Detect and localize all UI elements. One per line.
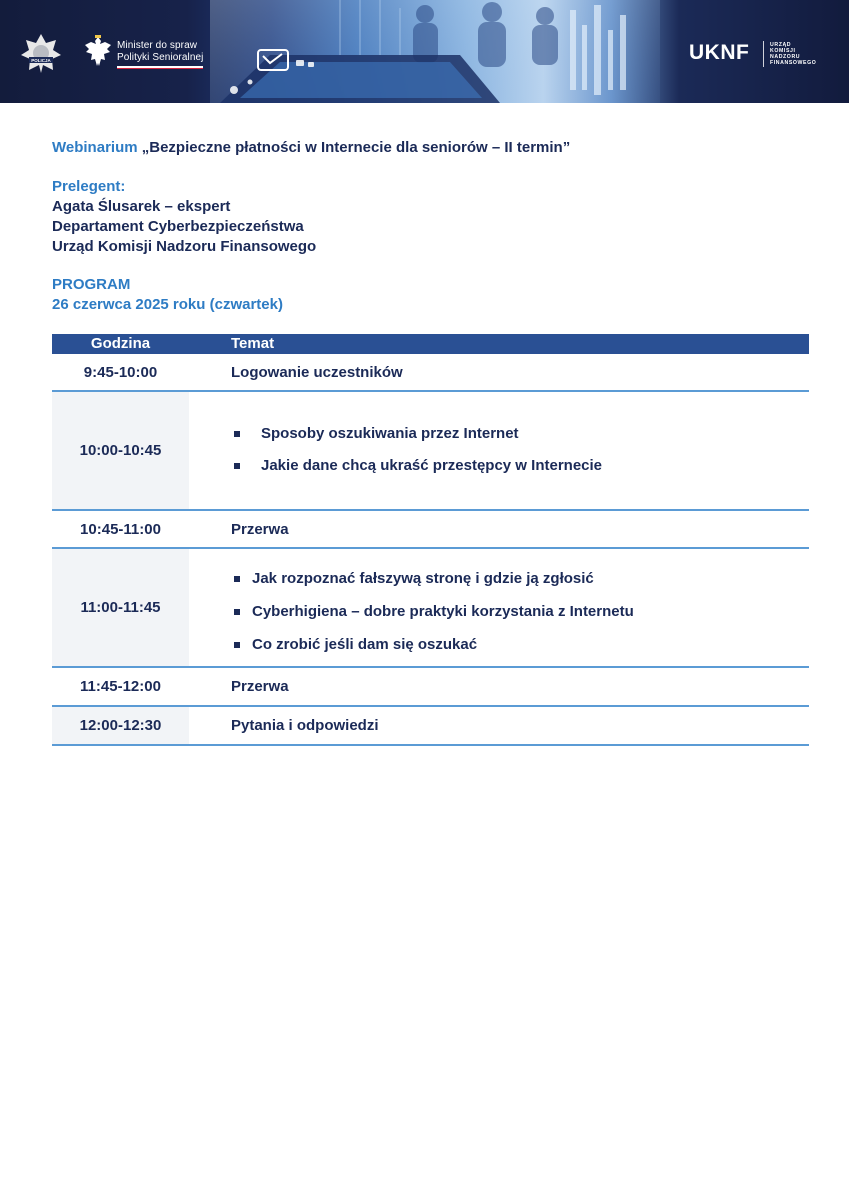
- uknf-sub-line: NADZORU: [770, 54, 801, 60]
- table-row: [52, 549, 809, 668]
- police-logo-text: POLICJA: [31, 58, 51, 63]
- polish-flag-bar: [117, 66, 203, 69]
- eagle-emblem-icon: [83, 35, 113, 69]
- table-row: [52, 354, 809, 392]
- uknf-sub-line: FINANSOWEGO: [770, 60, 817, 66]
- row-topic-list: [231, 549, 809, 666]
- column-header-topic: Temat: [231, 335, 275, 352]
- bullet-icon: [234, 576, 240, 582]
- uknf-sub-line: URZĄD: [770, 42, 792, 48]
- list-item-text: Co zrobić jeśli dam się oszukać: [252, 636, 478, 653]
- list-item-text: Sposoby oszukiwania przez Internet: [261, 425, 519, 442]
- list-item-text: Jakie dane chcą ukraść przestępcy w Internecie: [261, 457, 603, 474]
- table-row: [52, 392, 809, 511]
- list-item-text: Cyberhigiena – dobre praktyki korzystania z Internetu: [252, 603, 634, 620]
- uknf-logo: UKNF: [689, 41, 750, 64]
- table-header: [52, 334, 809, 354]
- list-item-text: Jak rozpoznać fałszywą stronę i gdzie ją zgłosić: [252, 570, 594, 587]
- webinar-title: [52, 139, 570, 156]
- row-topic: Pytania i odpowiedzi: [231, 717, 379, 734]
- bullet-icon: [234, 609, 240, 615]
- row-topic-list: [231, 392, 809, 509]
- row-time: 12:00-12:30: [52, 707, 189, 744]
- row-time: 11:00-11:45: [52, 549, 189, 666]
- uknf-divider: [763, 41, 764, 67]
- speaker-name: Agata Ślusarek – ekspert: [52, 198, 231, 215]
- uknf-sub-line: KOMISJI: [770, 48, 796, 54]
- speaker-institution: Urząd Komisji Nadzoru Finansowego: [52, 238, 317, 255]
- table-row: [52, 707, 809, 746]
- table-row: [52, 511, 809, 549]
- minister-title: [117, 40, 204, 64]
- row-topic: Przerwa: [231, 520, 289, 538]
- row-time: 11:45-12:00: [52, 668, 189, 705]
- bullet-icon: [234, 463, 240, 469]
- police-logo-icon: [20, 33, 62, 73]
- header-banner: [0, 0, 849, 103]
- schedule-table: [52, 334, 809, 746]
- speaker-label: Prelegent:: [52, 178, 126, 195]
- webinar-label: Webinarium: [52, 139, 138, 156]
- row-time: 10:45-11:00: [52, 511, 189, 547]
- minister-line-2: Polityki Senioralnej: [117, 52, 204, 63]
- webinar-name: „Bezpieczne płatności w Internecie dla seniorów – II termin”: [141, 139, 571, 156]
- bullet-icon: [234, 642, 240, 648]
- minister-line-1: Minister do spraw: [117, 40, 198, 51]
- program-date: 26 czerwca 2025 roku (czwartek): [52, 296, 283, 313]
- program-heading: PROGRAM: [52, 276, 131, 293]
- row-topic: Przerwa: [231, 678, 289, 695]
- row-time: 9:45-10:00: [52, 354, 189, 390]
- uknf-full-name: [770, 42, 816, 66]
- row-topic: Logowanie uczestników: [231, 363, 403, 381]
- bullet-icon: [234, 431, 240, 437]
- row-time: 10:00-10:45: [52, 392, 189, 509]
- speaker-department: Departament Cyberbezpieczeństwa: [52, 218, 304, 235]
- table-row: [52, 668, 809, 707]
- column-header-time: Godzina: [90, 335, 151, 352]
- banner-illustration: [210, 0, 660, 103]
